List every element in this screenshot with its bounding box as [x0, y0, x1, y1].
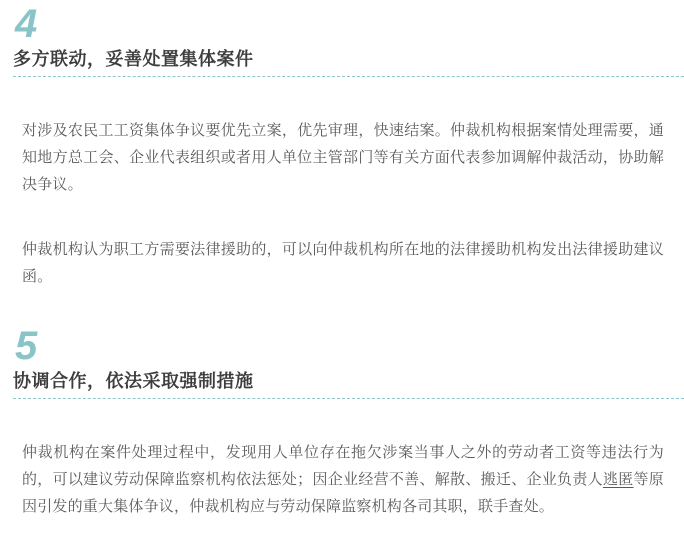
section-5-paragraph-1: [22, 439, 664, 520]
section-4-paragraph-1: 对涉及农民工工资集体争议要优先立案，优先审理，快速结案。仲裁机构根据案情处理需要，通知地方总工会、企业代表组织或者用人单位主管部门等有关方面代表参加调解仲裁活动，协助解决争议。: [22, 122, 664, 193]
paragraph-text-before-link: 仲裁机构在案件处理过程中，发现用人单位存在拖欠涉案当事人之外的劳动者工资等违法行为的，可以建议劳动保障监察机构依法惩处；因企业经营不善、解散、搬迁、企业负责人: [22, 444, 664, 488]
section-5: [0, 326, 684, 520]
section-4-header: [13, 0, 684, 77]
section-5-number: 5: [15, 324, 38, 368]
section-4-paragraph-2: 仲裁机构认为职工方需要法律援助的，可以向仲裁机构所在地的法律援助机构发出法律援助建议函。: [22, 241, 664, 285]
section-5-header: [13, 326, 684, 399]
term-link-taoni[interactable]: 逃匿: [602, 471, 634, 488]
paragraph-text-after-link: 等原因引发的重大集体争议，仲裁机构应与劳动保障监察机构各司其职，联手查处。: [22, 471, 664, 515]
section-4-number: 4: [15, 2, 38, 46]
section-4-title: 多方联动，妥善处置集体案件: [13, 49, 254, 69]
section-5-title: 协调合作，依法采取强制措施: [13, 371, 254, 391]
